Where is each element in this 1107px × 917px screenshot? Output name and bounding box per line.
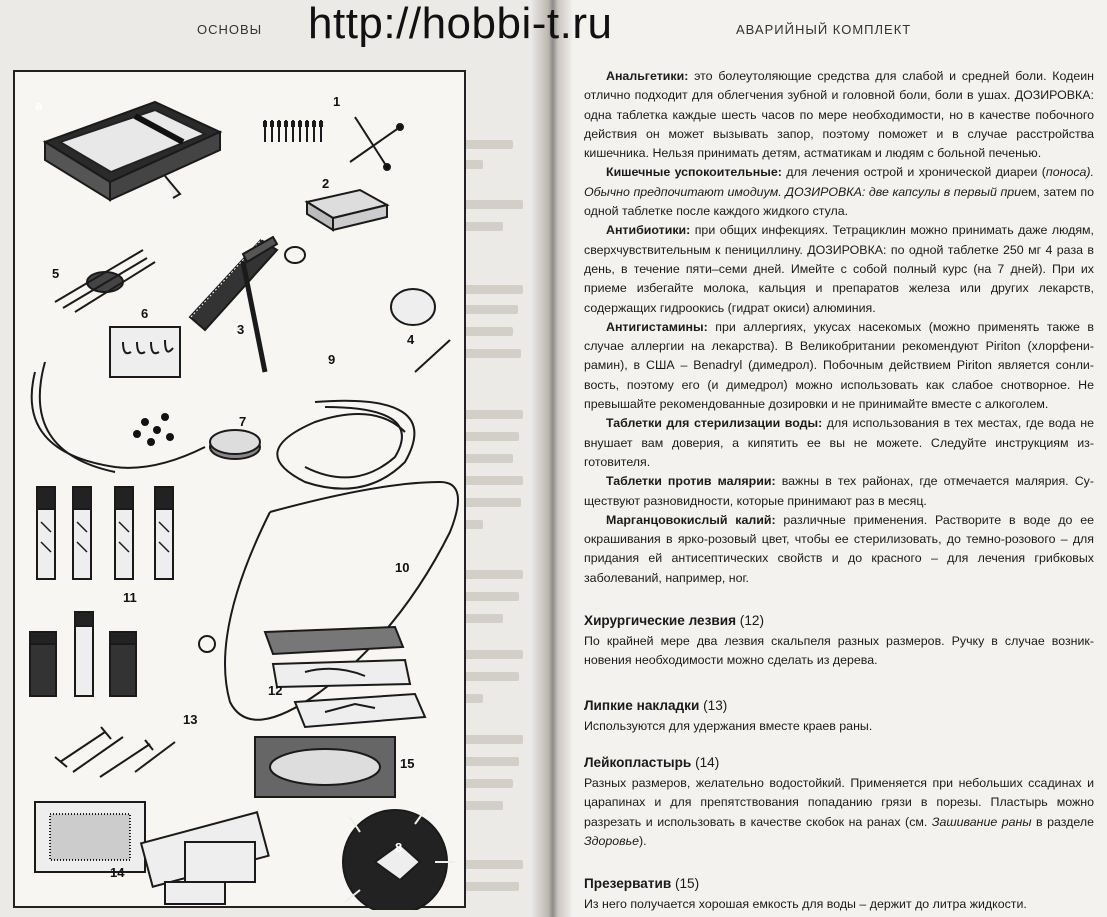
label-12: 12 <box>268 683 283 698</box>
paragraph-text: важны в тех районах, где отмечается малярия. Существуют разновидности, которые принимают раз в месяц. <box>584 474 1094 508</box>
split-shot-drawing <box>133 413 174 446</box>
section-surgical-blades <box>584 610 1094 671</box>
label-13: 13 <box>183 712 198 727</box>
book-gutter <box>532 0 572 917</box>
section-number: (14) <box>695 754 720 770</box>
paragraph-italic-text: поноса). Обычно предпочитают имодиум. ДОЗИРОВКА: две капсулы в первый при <box>584 165 1094 199</box>
butterfly-closures-drawing <box>55 727 175 777</box>
label-1: 1 <box>333 94 341 109</box>
paragraph-text: при общих инфекциях. Тетрациклин можно принимать даже людям, сверхчувствительным к пенициллину. ДОЗИРОВКА: по одной таблетке 250 мг 4 раза в день, в течение пяти–семи дней. Имейте с собой полный курс (на 7 дней). При их приеме избегайте молока, кальция и препаратов железа или других лекарств, содержащих гидроокись (гидрат окиси) алюминия. <box>584 223 1094 315</box>
medicine-tubes-drawing <box>37 487 173 579</box>
section-text <box>584 774 1094 851</box>
matches-drawing <box>263 117 403 170</box>
label-14: 14 <box>110 865 125 880</box>
label-10: 10 <box>395 560 410 575</box>
section-heading <box>584 695 1094 717</box>
section-text-part: ). <box>639 833 647 848</box>
section-number: (13) <box>703 697 728 713</box>
paragraph-antibiotics <box>584 221 1094 317</box>
label-2: 2 <box>322 176 330 191</box>
candle-drawing <box>307 190 387 230</box>
button-compass-drawing <box>210 430 260 459</box>
term-antibiotics: Антибиотики: <box>606 223 691 238</box>
section-adhesive-closures <box>584 695 1094 736</box>
term-malaria-tablets: Таблетки против малярии: <box>606 474 776 489</box>
section-title: Хирургические лезвия <box>584 613 737 629</box>
condom-drawing <box>255 737 395 797</box>
section-title: Презерватив <box>584 876 672 892</box>
label-a: a <box>35 98 43 113</box>
paragraph-text: это болеутоляющие средства для слабой и средней боли. Кодеин отлично подходит для облегчения зубной и головной боли, боли в ушах. ДОЗИРОВКА: одна таблетка каждые шесть часов по мере необходимости, но в качестве побочного действия он может вызывать запор, поэтому поможет и в случае расстройства кишечника. Нельзя принимать детям, астматикам и людям с больной печенью. <box>584 69 1094 161</box>
pill-bottles-drawing <box>30 612 136 696</box>
section-title: Лейкопластырь <box>584 754 692 770</box>
term-analgesics: Анальгетики: <box>606 69 689 83</box>
fishing-kit-drawing <box>32 327 205 472</box>
label-6: 6 <box>141 306 149 321</box>
needles-thread-drawing <box>55 250 155 312</box>
section-text: Из него получается хорошая емкость для воды – держит до литра жидкости. <box>584 897 1027 912</box>
kit-drawing <box>15 72 468 910</box>
section-italic-ref: Здоровье <box>584 833 640 848</box>
section-text-part: Разных размеров, желательно водостойкий. Применяется при небольших ссадинах и царапинах и для препятствования попаданию грязи в порезы. Пластырь можно разрезать и использовать в качестве скобок на ранах (см. <box>584 775 1094 829</box>
section-text-part: в разделе <box>1031 814 1094 829</box>
paragraph-antihistamines <box>584 318 1094 414</box>
term-antihistamines: Антигистамины: <box>606 319 708 334</box>
term-antidiarrheals: Кишечные успокоительные: <box>606 165 782 180</box>
running-header-left: ОСНОВЫ <box>197 22 263 37</box>
paragraph-text: различные применения. Растворите в воде до ее окрашивания в ярко-розовый цвет, чтобы ее стерилизовать, до темно-розового – для придания ей антисептических свойств и до красного – для лечения грибковых заболеваний, например, ног. <box>584 512 1094 585</box>
section-text: Используются для удержания вместе краев раны. <box>584 718 873 733</box>
paragraph-water-tablets <box>584 414 1094 472</box>
tin-box-drawing <box>45 102 220 200</box>
article-body <box>584 67 1094 914</box>
wire-saw-drawing <box>190 237 305 372</box>
label-8: 8 <box>395 840 403 855</box>
section-number: (12) <box>739 613 764 629</box>
section-heading <box>584 752 1094 774</box>
label-11: 11 <box>123 590 137 605</box>
label-7: 7 <box>239 414 247 429</box>
label-15: 15 <box>400 756 415 771</box>
survival-kit-illustration <box>13 70 466 908</box>
watermark-url: http://hobbi-t.ru <box>308 0 613 48</box>
section-plasters <box>584 752 1094 851</box>
label-4: 4 <box>407 332 415 347</box>
plasters-drawing <box>35 802 269 904</box>
paragraph-text: для использования в тех местах, где вода не внушает вам доверия, а кипятить ее вы не можете. Следуйте инструкциям изготовителя. <box>584 416 1094 469</box>
term-water-tablets: Таблетки для стерилизации воды: <box>606 416 823 431</box>
section-italic-ref: Зашивание раны <box>931 814 1032 829</box>
magnifying-lens-drawing <box>391 289 435 325</box>
flint-sparker-drawing <box>343 810 455 910</box>
paragraph-analgesics <box>584 67 1094 163</box>
term-potassium-permanganate: Марганцовокислый калий: <box>606 512 776 527</box>
paragraph-malaria-tablets <box>584 472 1094 511</box>
section-heading <box>584 610 1094 632</box>
paragraph-potassium-permanganate <box>584 511 1094 588</box>
paragraph-text: при аллергиях, укусах насекомых (можно применять также в случае аллергии на лекарства). В Великобритании рекомендуют Piriton (хлорфенирамин), в США – Benadryl (димедрол). Побочным действием Piriton является сонливость, поэтому его (и димедрол) можно использовать как слабое снотворное. Не превышайте рекомендованные дозировки и не принимайте вместе с алкоголем. <box>584 319 1094 412</box>
section-text: По крайней мере два лезвия скальпеля разных размеров. Ручку в случае возникновения необходимости можно сделать из дерева. <box>584 634 1094 668</box>
label-5: 5 <box>52 266 60 281</box>
label-9: 9 <box>328 352 336 367</box>
section-title: Липкие накладки <box>584 697 700 713</box>
section-number: (15) <box>674 876 700 892</box>
paragraph-text: для лечения острой и хронической диареи ( <box>781 165 1046 180</box>
section-heading <box>584 873 1094 895</box>
paragraph-antidiarrheals <box>584 163 1094 221</box>
section-condom <box>584 873 1094 914</box>
running-header-right: АВАРИЙНЫЙ КОМПЛЕКТ <box>736 22 912 37</box>
paragraph-text: ем, затем по одной таблетке после каждого жидкого стула. <box>584 184 1094 219</box>
label-3: 3 <box>237 322 245 337</box>
